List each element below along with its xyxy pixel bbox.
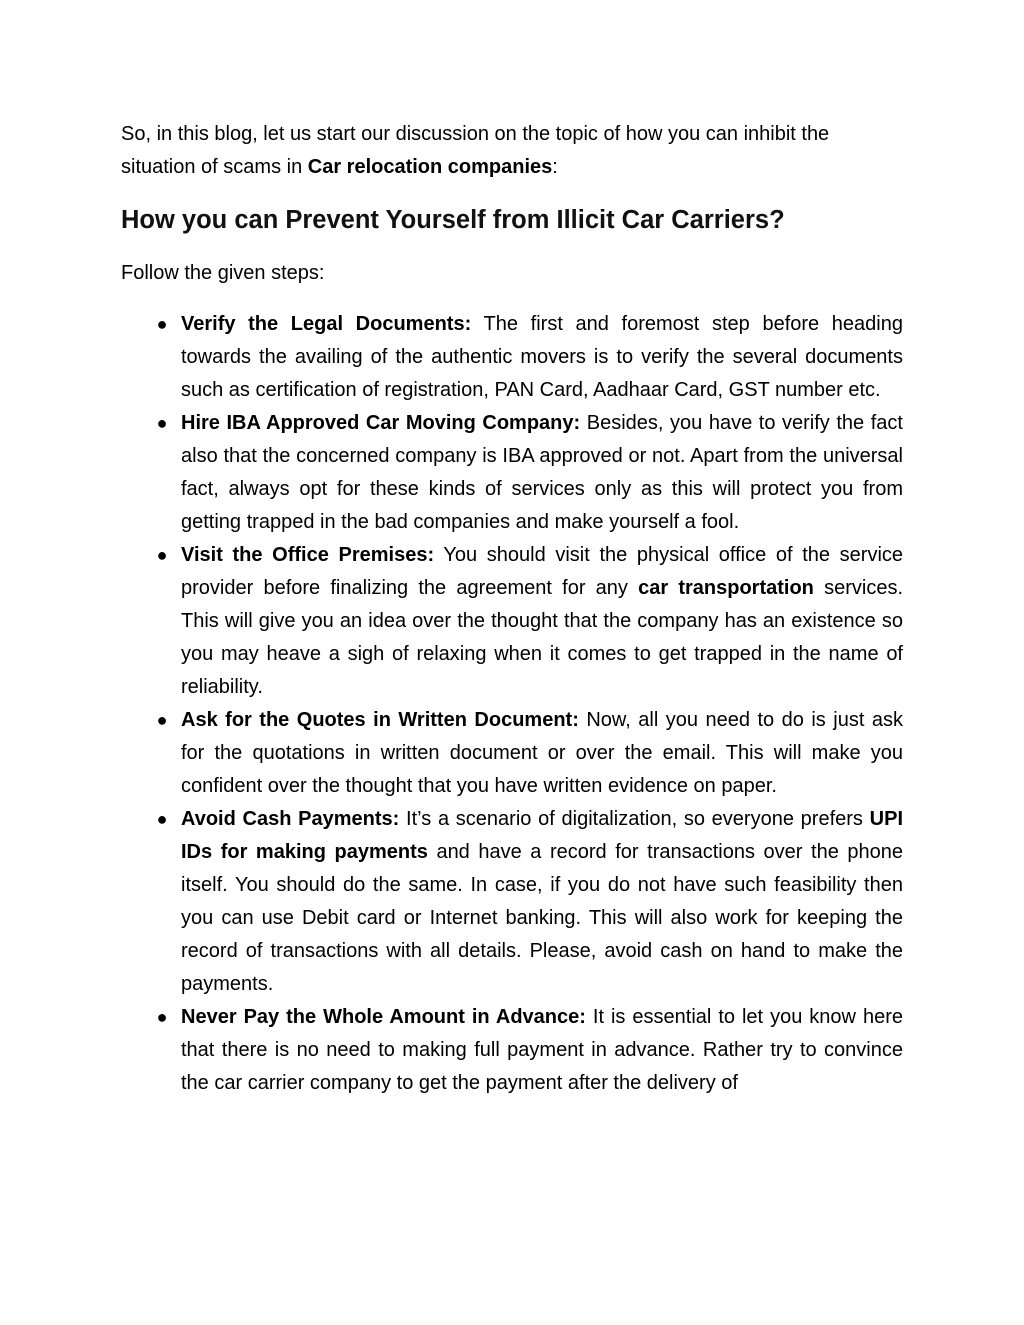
document-content [121,118,903,1100]
step-text: Besides, you have to verify the fact also that the concerned company is IBA approved or not. Apart from the universal fact, always opt for these kinds of services only as this will protect you from getting trapped in the bad companies and make yourself a fool. [181,412,903,533]
bullet-icon: ● [156,413,168,433]
step-text-end: services. This will give you an idea over the thought that the company has an existence so you may heave a sigh of relaxing when it comes to get trapped in the name of reliability. [181,577,904,698]
bullet-icon: ● [156,710,168,730]
step-text: It’s a scenario of digitalization, so everyone prefers [399,808,870,830]
intro-text: So, in this blog, let us start our discussion on the topic of how you can inhibit the situation of scams in [121,123,830,178]
step-text: The first and foremost step before heading towards the availing of the authentic movers is to verify the several documents such as certification of registration, PAN Card, Aadhaar Card, GST number etc. [181,313,903,401]
step-text: Now, all you need to do is just ask for the quotations in written document or over the email. This will make you confident over the thought that you have written evidence on paper. [181,709,903,797]
intro-paragraph [121,118,903,184]
step-text-end: and have a record for transactions over the phone itself. You should do the same. In case, if you do not have such feasibility then you can use Debit card or Internet banking. This will also work for keeping the record of transactions with all details. Please, avoid cash on hand to make the payments. [181,841,904,995]
bullet-icon: ● [156,314,168,334]
steps-list [121,308,903,1100]
step-title: Ask for the Quotes in Written Document: [181,709,579,731]
list-item [121,1001,903,1100]
intro-text-end: : [552,156,558,178]
step-bold-text: car transportation [638,577,814,599]
bullet-icon: ● [156,1007,168,1027]
list-item [121,803,903,1001]
lead-text: Follow the given steps: [121,262,325,284]
step-title: Verify the Legal Documents: [181,313,472,335]
list-item [121,704,903,803]
bullet-icon: ● [156,809,168,829]
step-bold-text: UPI IDs for making payments [181,808,903,863]
step-title: Avoid Cash Payments: [181,808,400,830]
section-heading: How you can Prevent Yourself from Illicit Car Carriers? [121,206,785,234]
step-text: You should visit the physical office of the service provider before finalizing the agreement for any [181,544,904,599]
step-title: Visit the Office Premises: [181,544,435,566]
list-item [121,539,903,704]
step-text: It is essential to let you know here that there is no need to making full payment in advance. Rather try to convince the car carrier company to get the payment after the delivery of [181,1006,903,1094]
list-item [121,308,903,407]
bullet-icon: ● [156,545,168,565]
list-item [121,407,903,539]
step-title: Hire IBA Approved Car Moving Company: [181,412,581,434]
step-title: Never Pay the Whole Amount in Advance: [181,1006,586,1028]
intro-bold-link-text: Car relocation companies [307,156,553,178]
